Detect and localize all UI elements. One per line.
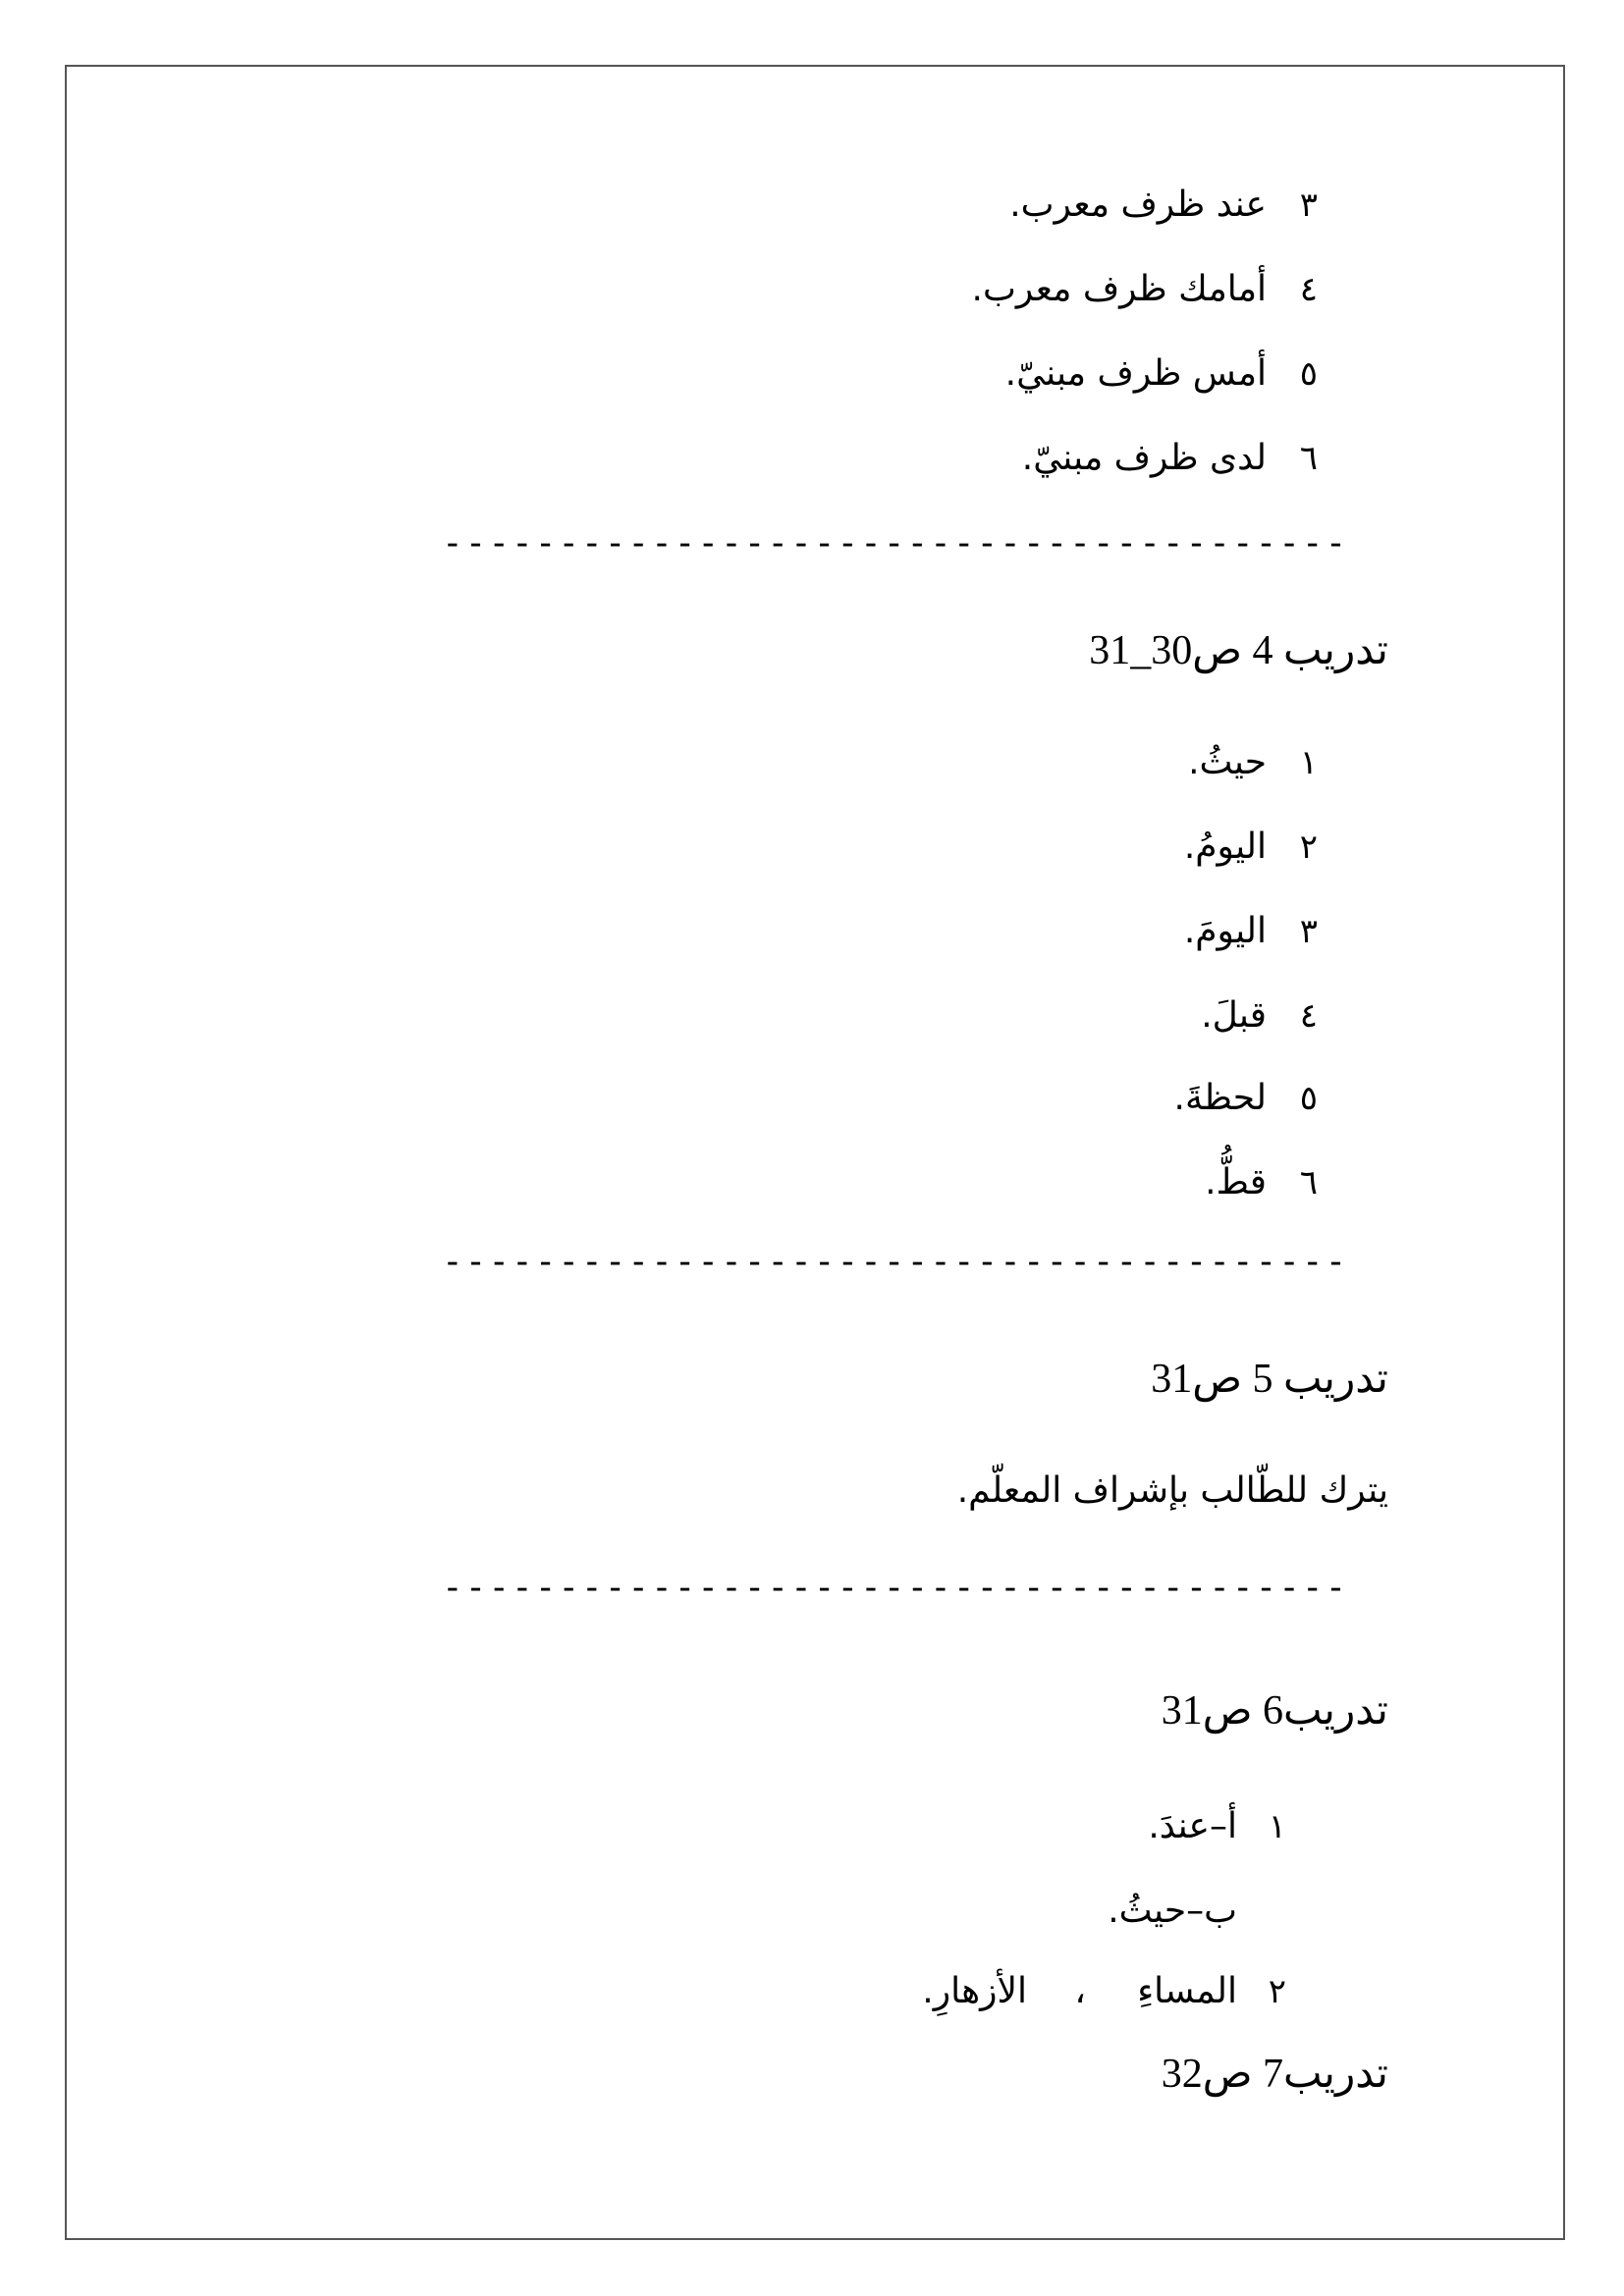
item-text: قطُّ. (1205, 1162, 1267, 1202)
item-text: أ–عندَ. (1148, 1806, 1237, 1846)
exercise-7-heading: تدريب7 ص32 (1161, 2052, 1388, 2097)
item-number: ٤ (1299, 270, 1318, 309)
exercise-5-note: يترك للطّالب بإشراف المعلّم. (956, 1470, 1388, 1511)
item-number: ١ (1299, 743, 1318, 782)
item-comma: ، (1074, 1971, 1086, 2011)
item-text: ب–حيثُ. (1108, 1891, 1237, 1931)
item-number: ١ (1268, 1807, 1286, 1846)
item-text: الأزهارِ. (922, 1971, 1027, 2011)
item-text: اليومُ. (1183, 827, 1267, 867)
exercise-5-heading: تدريب 5 ص31 (1151, 1357, 1388, 1402)
item-number: ٥ (1299, 354, 1318, 394)
item-number: ٤ (1299, 996, 1318, 1036)
item-text: أمس ظرف مبنيّ. (1004, 353, 1267, 394)
item-number: ٥ (1299, 1079, 1318, 1118)
item-text: لدى ظرف مبنيّ. (1021, 438, 1267, 478)
page-frame (65, 65, 1565, 2240)
item-number: ٣ (1299, 186, 1318, 225)
item-number: ٢ (1299, 828, 1318, 867)
item-text: اليومَ. (1183, 911, 1267, 951)
exercise-4-heading: تدريب 4 ص30_31 (1089, 628, 1388, 673)
item-text: قبلَ. (1201, 995, 1267, 1036)
item-number: ٦ (1299, 1163, 1318, 1202)
item-text: المساءِ (1137, 1971, 1237, 2011)
separator: --------------------------------------- (442, 1242, 1349, 1282)
item-text: أمامك ظرف معرب. (971, 269, 1267, 309)
item-text: لحظةَ. (1173, 1078, 1267, 1118)
item-number: ٦ (1299, 439, 1318, 478)
item-text: عند ظرف معرب. (1009, 185, 1267, 225)
separator: --------------------------------------- (442, 1568, 1349, 1608)
item-number: ٢ (1268, 1972, 1286, 2011)
separator: --------------------------------------- (442, 523, 1349, 563)
item-text: حيثُ. (1188, 742, 1267, 782)
item-number: ٣ (1299, 912, 1318, 951)
exercise-6-heading: تدريب6 ص31 (1161, 1688, 1388, 1734)
